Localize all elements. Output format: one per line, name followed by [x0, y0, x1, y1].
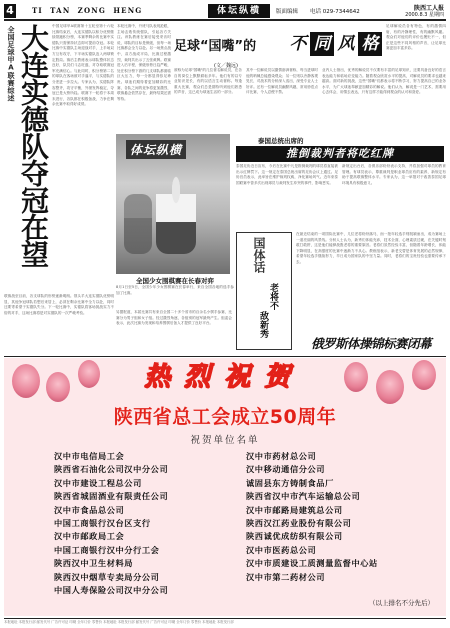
- photo-main-caption: 全国少女围棋赛在长春对弈: [136, 277, 214, 285]
- column-text: 在最近结束的一项国际比赛中，几位老将纷纷落马，而一批年轻选手则脱颖而出，成为赛场上一道亮丽的风景线。分析人士认为，新秀们体能充沛，技术全面，心理素质过硬，在关键时刻敢打敢拼，这是他们能够战胜老将的重要原因。老将们虽然经验丰富，但随着年龄增长，体能下降明显，在高强度的比赛中逐渐力不从心。教练组表示，新老交替是体育发展的必然规律，希望年轻选手继续努力，早日成为国家队的中坚力量。同时，老将们的宝贵经验也需要传承下去。: [296, 232, 446, 264]
- paper-name: 陕西工人报: [413, 5, 444, 12]
- ad-list-item: 汉中市建设工程总公司: [54, 477, 142, 488]
- lower-side-text: 联赛战至目前，各支球队的形势逐渐明朗。领头羊大连实德队优势明显，其他争冠球队若想后来居上，必须在剩余比赛中全力以赴，同时还要寄希望于实德队失分。下一轮比赛中，实德队将客场挑战实力不俗的对手，这场比赛将是对实德队的一次严峻考验。: [4, 294, 114, 315]
- ad-list-item: 汉中市邮路局建筑总公司: [246, 504, 343, 515]
- phone-label: 电话 029-7344642: [310, 9, 360, 15]
- lantern-left-1: [12, 364, 40, 398]
- ad-list-item: 陕西诚优成纺织有限公司: [246, 531, 343, 542]
- news-headline: 推倒裁判者将吃红牌: [236, 146, 444, 162]
- ad-list-item: 汉中市医药总公司: [246, 544, 317, 555]
- news-text-col-2: 新规定出台后，各俱乐部纷纷表示支持，并将加强对球员的教育管理。有球员表示，尊重裁判是职业球员应有的素养，新规定有助于提高联赛整体水平。专家认为，这一举措对于改善泰国足球环境具有积极意义。: [342, 164, 446, 185]
- ad-list-item: 中国工商银行汉中分行工会: [54, 544, 160, 555]
- news-text-col-1: 泰国足协近日宣布，今后在比赛中凡是推倒裁判的球员将直接被出示红牌罚下。这一规定在泰国总统出席的足协会议上通过。足协官员表示，此举旨在维护裁判权威，净化赛场风气。近年来泰国联赛中曾多次出现球员与裁判发生冲突的事件，影响恶劣。: [236, 164, 338, 185]
- ad-list-item: 汉中移动通信分公司: [246, 464, 326, 475]
- page-number: 4: [4, 4, 16, 18]
- masthead: [4, 4, 446, 18]
- ad-list-item: 汉中市食品总公司: [54, 504, 125, 515]
- side-kicker: 全国足球甲A联赛综述: [7, 26, 15, 102]
- footer-rule: [4, 618, 446, 619]
- ad-list-item: 汉中市药材总公司: [246, 451, 317, 461]
- lantern-right-3: [412, 360, 436, 390]
- ad-list-item: 汉中市第二药材公司: [246, 571, 326, 582]
- column-box-subtitle-2: 敌新秀: [258, 311, 268, 338]
- ad-subtitle: 祝贺单位名单: [190, 435, 260, 446]
- ad-list-item: 陕西省汉中市汽车运输总公司: [246, 491, 361, 502]
- photo-caption-text: 8月1日至5日，全国少年少女围棋赛在长春举行，来自全国各地的选手参加了比赛。: [116, 285, 234, 295]
- ad-list-item: 汉中市邮政局工会: [54, 531, 125, 542]
- feature-text-col-2: 其中一位解说员以激情澎湃著称，每当进球时他的呐喊总能感染观众；另一位则以冷静客观见长，对战术的分析深入浅出，深受专业人士好评。还有一位解说员幽默风趣，常用妙语点评比赛，令人忍俊不禁。: [246, 68, 318, 95]
- feature-headline: [174, 32, 384, 58]
- masthead-rule: [4, 19, 446, 21]
- photo-overlay-title: 体坛纵横: [126, 140, 186, 159]
- ad-list-left: [54, 450, 234, 597]
- footer-strip: 本报地址 本报发行部 邮发代号 广告许可证 印刷 全年订价 零售价 本报地址 本报发行部 邮发代号 广告许可证 印刷 全年订价 零售价 本报地址 本报发行部: [4, 620, 234, 624]
- article-text-col-1: 中国足球甲A联赛第十五轮至第十六轮比赛结束后，大连实德队以积分优势继续领跑积分榜，本赛季剩余的比赛中实德队只需保持状态即可提前夺冠。本轮比赛中实德队主场迎战对手，上半场双方互有攻守，下半场实德队连入两球锁定胜局。赛后主教练表示球队整体状态良好，队员们斗志旺盛，对夺取联赛冠军充满信心。与此同时，积分榜第二名的球队在客场被对手逼平，与实德队的分差进一步拉大。专家认为，实德队阵容整齐，攻守平衡，外援发挥稳定，夺冠已是大势所趋。联赛下一轮将于本周末进行，各队都在积极备战，力争在剩余比赛中取得好成绩。: [52, 24, 114, 107]
- masthead-letters: TI TAN ZONG HENG: [32, 6, 143, 15]
- news-kicker: 泰国总统出席的: [258, 137, 304, 145]
- ad-list-item: 中国工商银行汉台区支行: [54, 517, 151, 528]
- feature-headline-char-2: 同: [310, 32, 334, 56]
- ad-list-item: 诚固县东方铸制食品厂: [246, 477, 334, 488]
- column-box-subtitle: 老将不: [268, 283, 278, 310]
- side-headline: 大连实德队夺冠在望: [17, 24, 50, 267]
- ad-title: 热烈祝贺: [143, 362, 304, 392]
- feature-text-col-3: 业内人士指出，优秀的解说员不仅要有丰富的足球知识，还要具备良好的语言表达能力和临场应变能力。随着观众欣赏水平的提高，对解说员的要求也越来越高。面对新的挑战，这些"国嘴"们都表示将不断学习，努力提高自己的业务水平，为广大球迷奉献更加精彩的解说。他们认为，解说是一门艺术，需要用心去体会，用情去表达，只有这样才能得到观众的认可和喜爱。: [322, 68, 446, 95]
- ad-list-item: 陕西汉中烟草专卖局分公司: [54, 571, 160, 582]
- article-text-col-3: 足球解说员各有特色，有的激情四射，有的冷静理性，有的幽默风趣。观众们对他们的评价也褒贬不一，但正是这些不同风格的声音，让足球比赛更加丰富多彩。: [386, 24, 446, 51]
- lower-left-text: 另据报道，本届比赛共有来自全国二十多个省市的百余名小棋手参赛，比赛分为男子组和女子组。经过激烈角逐，各组别的冠军最终产生。组委会表示，此次比赛为发现和培养围棋后备人才提供了良好平台。: [116, 310, 232, 326]
- ad-top-rule: [4, 356, 446, 357]
- lantern-right-1: [344, 362, 368, 392]
- ad-list-item: 陕西省石油化公司汉中分公司: [54, 464, 169, 475]
- issue-date: 2000.8.3 星期四: [405, 12, 444, 18]
- article-text-col-2: 本轮比赛中，升班马队表现抢眼，主场击败传统强队，引起各方关注。该队教练在赛后接受采访时说，球队的目标是保级，但每一场比赛都会全力以赴。另一场焦点战中，双方战成平局，比赛过程激烈，裁判共出示了五张黄牌。联赛进入后半程，保级形势日趋严峻，处在积分榜下游的几支球队都面临巨大压力，每一分都显得弥足珍贵。球迷们期待着更加精彩的比赛，各队之间的竞争将更加激烈，联赛悬念依然存在，最终结果还需等待。: [117, 24, 171, 101]
- ad-list-item: 陕西省城固酒业有限责任公司: [54, 491, 169, 502]
- ad-list-item: 汉中市质建设工质测量监督中心站: [246, 558, 378, 569]
- player-figure: [156, 174, 196, 254]
- column-box-title: 国体话: [252, 237, 266, 273]
- ad-footnote: （以上排名不分先后）: [369, 599, 434, 607]
- lantern-left-3: [78, 360, 100, 388]
- lantern-right-2: [376, 370, 404, 404]
- ad-list-item: 陕西汉中卫生材料局: [54, 558, 134, 569]
- column-box: [236, 232, 292, 350]
- feature-text-col-1: 被称为足球"国嘴"的几位著名解说员，在各自的岗位上默默耕耘多年。他们有的以专业知识见长，有的以语言生动著称。每逢重大比赛，观众们总是期待听到他们熟悉的声音，这已成为球迷生活的一部分。: [174, 68, 242, 95]
- bottom-headline: 俄罗斯体操锦标赛闭幕: [310, 336, 431, 351]
- ad-list-item: 汉中市电信局工会: [54, 451, 125, 461]
- ad-main-title: 陕西省总工会成立50周年: [113, 406, 337, 428]
- feature-headline-char-4: 格: [358, 32, 382, 56]
- ad-list-right: [246, 450, 442, 584]
- feature-headline-char-1: 不: [289, 34, 307, 54]
- player-figure-2: [124, 194, 152, 254]
- section-title: 体坛纵横: [208, 4, 270, 18]
- feature-headline-char-3: 风: [337, 34, 355, 54]
- feature-byline: (文／魏远): [214, 63, 238, 69]
- lantern-left-2: [46, 372, 70, 402]
- ad-list-item: 中国人寿保险公司汉中分公司: [54, 584, 169, 595]
- ad-block: [4, 358, 446, 616]
- editor-label: 版面编辑: [276, 9, 299, 15]
- feature-headline-pre: 足球“国嘴”的: [174, 39, 257, 54]
- ad-list-item: 陕西汉江药业股份有限公司: [246, 517, 352, 528]
